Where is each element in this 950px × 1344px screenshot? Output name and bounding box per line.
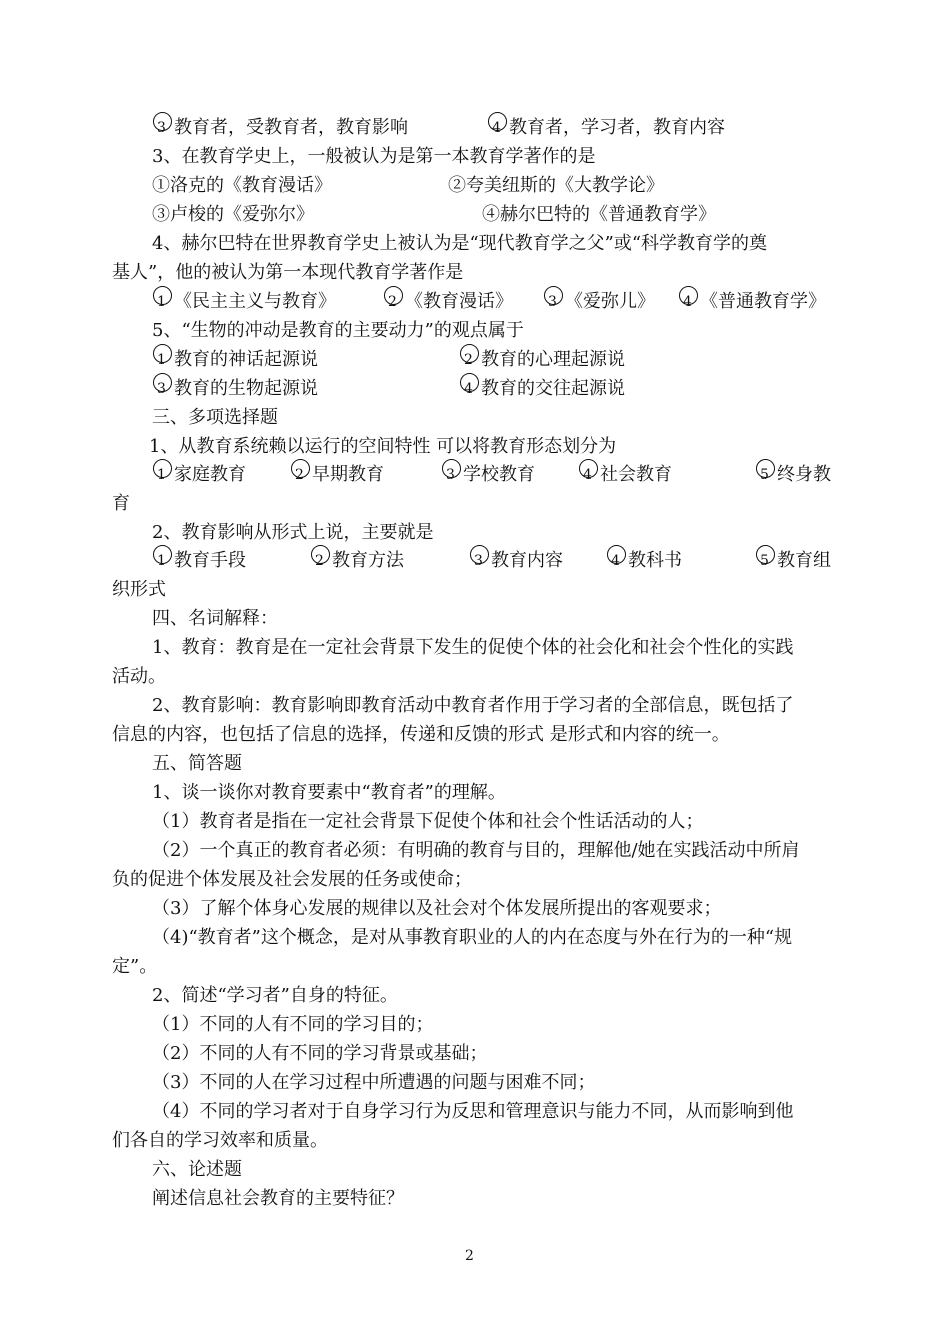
definition-line: 信息的内容，也包括了信息的选择，传递和反馈的形式 是形式和内容的统一。 [112, 724, 730, 745]
circled-number: 4 [678, 290, 698, 310]
circled-number: 2 [459, 348, 479, 368]
circled-number: 3 [441, 463, 461, 483]
definition-line: 活动。 [112, 666, 166, 687]
answer-line: （1）教育者是指在一定社会背景下促使个体和社会个性话活动的人； [152, 811, 704, 832]
option-4: 4 社会教育 [578, 463, 672, 487]
option-3: 3 教育的生物起源说 [152, 377, 318, 401]
circled-number: 4 [606, 549, 626, 569]
answer-line: （3）了解个体身心发展的规律以及社会对个体发展所提出的客观要求； [152, 898, 722, 919]
circled-number: 5 [755, 549, 775, 569]
section-heading: 三、多项选择题 [152, 407, 278, 428]
option-4: 4 教育者，学习者，教育内容 [487, 116, 725, 140]
option: ②夸美纽斯的《大教学论》 [448, 175, 664, 196]
option: ④赫尔巴特的《普通教育学》 [482, 204, 716, 225]
option-2: 2 《教育漫话》 [383, 290, 513, 314]
answer-line: （4）不同的学习者对于自身学习行为反思和管理意识与能力不同，从而影响到他 [152, 1101, 794, 1122]
question-stem-cont: 基人”，他的被认为第一本现代教育学著作是 [112, 262, 464, 283]
answer-line: （4)“教育者”这个概念，是对从事教育职业的人的内在态度与外在行为的一种“规 [152, 927, 793, 948]
option-continuation: 育 [112, 493, 130, 514]
circled-number: 1 [152, 290, 172, 310]
answer-line: 负的促进个体发展及社会发展的任务或使命； [112, 869, 472, 890]
option-3: 3 《爱弥儿》 [543, 290, 655, 314]
option: ③卢梭的《爱弥尔》 [152, 204, 314, 225]
option-5: 5 教育组 [755, 549, 831, 573]
answer-line: （2）不同的人有不同的学习背景或基础； [152, 1043, 488, 1064]
option-1: 1 教育的神话起源说 [152, 348, 318, 372]
section-heading: 四、名词解释： [152, 608, 278, 629]
answer-line: （2）一个真正的教育者必须：有明确的教育与目的，理解他/她在实践活动中所肩 [152, 840, 800, 861]
definition-line: 2、教育影响：教育影响即教育活动中教育者作用于学习者的全部信息，既包括了 [152, 695, 794, 716]
option-4: 4 教科书 [606, 549, 682, 573]
circled-number: 2 [310, 549, 330, 569]
option-1: 1 《民主主义与教育》 [152, 290, 336, 314]
definition-line: 1、教育：教育是在一定社会背景下发生的促使个体的社会化和社会个性化的实践 [152, 637, 794, 658]
answer-line: （1）不同的人有不同的学习目的； [152, 1014, 434, 1035]
answer-line: 们各自的学习效率和质量。 [112, 1130, 328, 1151]
circled-number: 1 [152, 463, 172, 483]
circled-number: 4 [459, 377, 479, 397]
option-4: 4 教育的交往起源说 [459, 377, 625, 401]
circled-number: 3 [152, 116, 172, 136]
question-stem: 1、从教育系统赖以运行的空间特性 可以将教育形态划分为 [149, 436, 617, 457]
option-1: 1 家庭教育 [152, 463, 246, 487]
circled-number: 3 [469, 549, 489, 569]
answer-line: （3）不同的人在学习过程中所遭遇的问题与困难不同； [152, 1072, 596, 1093]
circled-number: 4 [487, 116, 507, 136]
option: ①洛克的《教育漫话》 [152, 175, 332, 196]
option-3: 3 学校教育 [441, 463, 535, 487]
question-stem: 2、教育影响从形式上说，主要就是 [152, 522, 434, 543]
circled-number: 5 [755, 463, 775, 483]
option-2: 2 早期教育 [290, 463, 384, 487]
option-continuation: 织形式 [112, 579, 166, 600]
option-3: 3 教育内容 [469, 549, 563, 573]
circled-number: 3 [543, 290, 563, 310]
question-stem: 5、“生物的冲动是教育的主要动力”的观点属于 [152, 320, 524, 341]
option-2: 2 教育方法 [310, 549, 404, 573]
circled-number: 3 [152, 377, 172, 397]
section-heading: 六、论述题 [152, 1159, 242, 1180]
question-stem: 4、赫尔巴特在世界教育学史上被认为是“现代教育学之父”或“科学教育学的奠 [152, 233, 768, 254]
section-heading: 五、简答题 [152, 753, 242, 774]
question-stem: 3、在教育学史上，一般被认为是第一本教育学著作的是 [152, 146, 596, 167]
essay-question: 阐述信息社会教育的主要特征？ [152, 1188, 404, 1209]
option-1: 1 教育手段 [152, 549, 246, 573]
option-3: 3 教育者，受教育者，教育影响 [152, 116, 408, 140]
question-stem: 2、简述“学习者”自身的特征。 [152, 985, 398, 1006]
circled-number: 4 [578, 463, 598, 483]
circled-number: 2 [383, 290, 403, 310]
question-stem: 1、谈一谈你对教育要素中“教育者”的理解。 [152, 782, 506, 803]
page-number: 2 [465, 1248, 474, 1264]
option-4: 4 《普通教育学》 [678, 290, 826, 314]
answer-line: 定”。 [112, 956, 158, 977]
circled-number: 2 [290, 463, 310, 483]
option-2: 2 教育的心理起源说 [459, 348, 625, 372]
circled-number: 1 [152, 549, 172, 569]
circled-number: 1 [152, 348, 172, 368]
option-5: 5 终身教 [755, 463, 831, 487]
